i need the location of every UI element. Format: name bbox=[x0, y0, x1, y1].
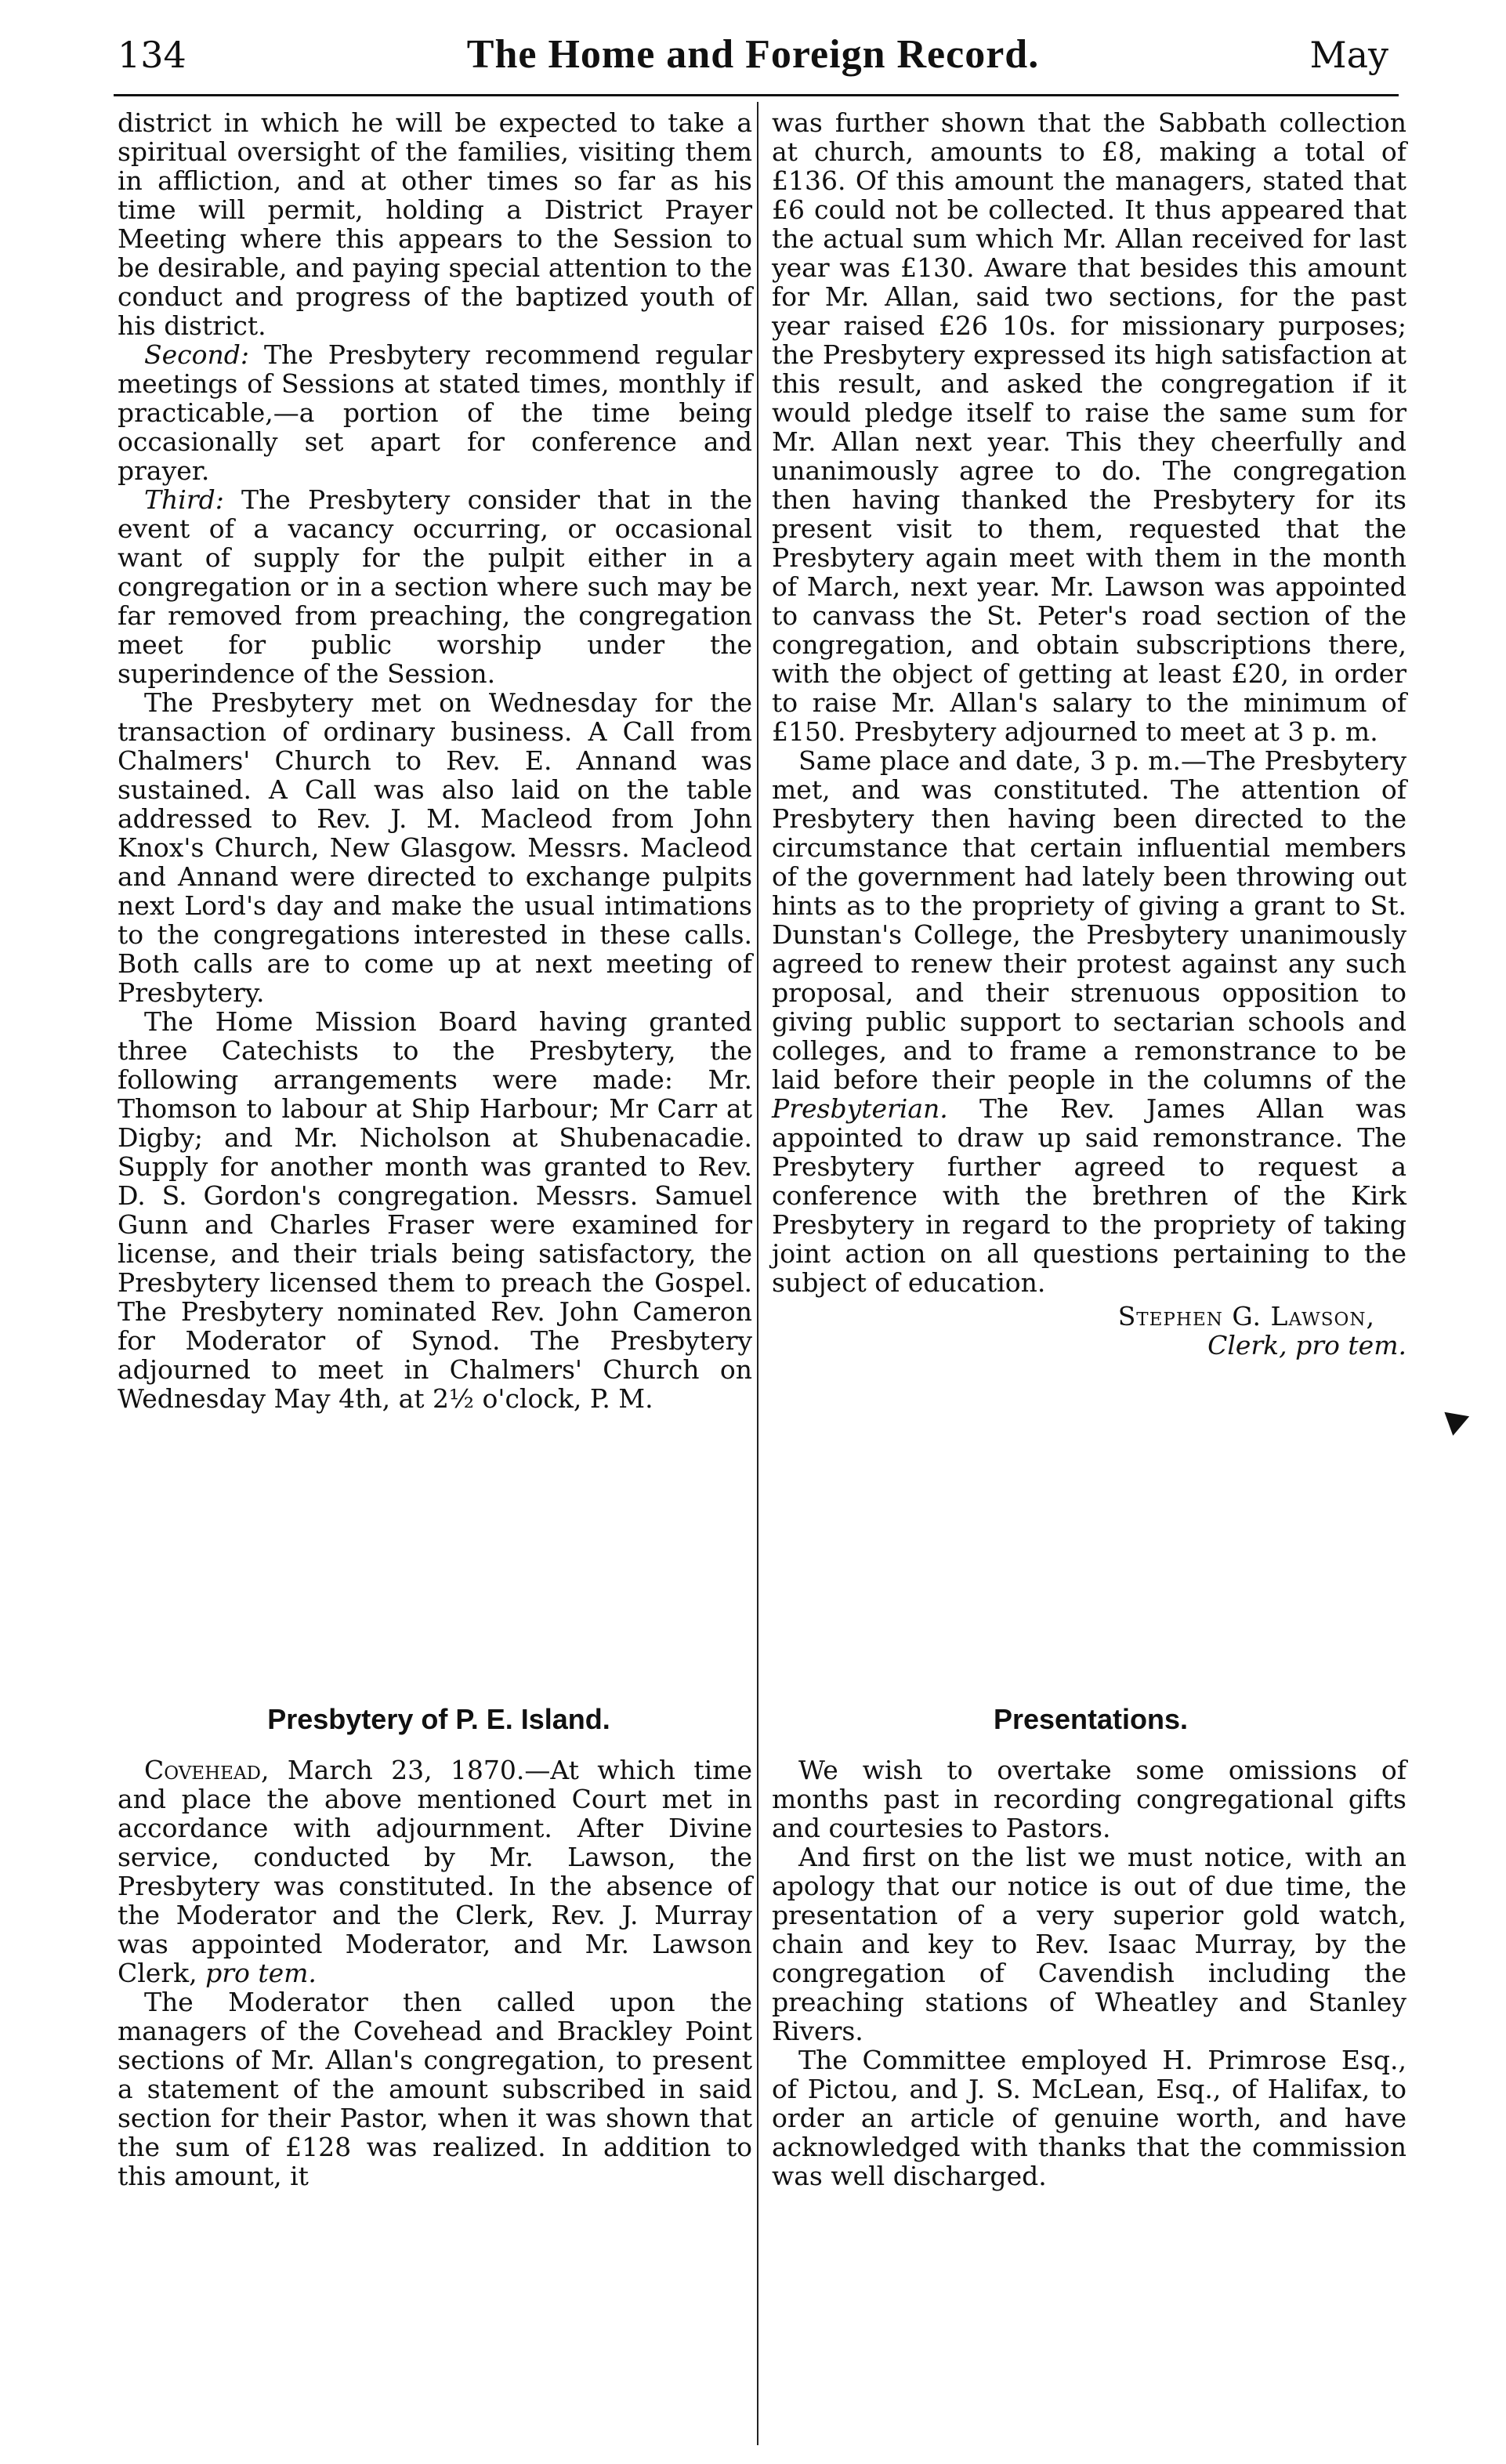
arrow-marker-icon bbox=[1444, 1404, 1473, 1436]
paragraph-text: The Presbytery consider that in the event of a vacancy occurring, or occasional want of supply for the pulpit either in a congregation or in a section where such may be far removed from preaching, the congregation meet for public worship under the superindence of the Session. bbox=[118, 484, 752, 689]
right-column-bottom bbox=[772, 1756, 1406, 2190]
place-name: Covehead, bbox=[144, 1755, 270, 1785]
paragraph: The Committee employed H. Primrose Esq., of Pictou, and J. S. McLean, Esq., of Halifax, to order an article of genuine worth, and have acknowledged with thanks that the commission was well discharged. bbox=[772, 2045, 1406, 2191]
paragraph-italic: pro tem. bbox=[205, 1958, 317, 1988]
paragraph bbox=[118, 1756, 752, 1988]
paragraph bbox=[118, 340, 752, 485]
section-title-pei: Presbytery of P. E. Island. bbox=[267, 1703, 610, 1735]
paragraph-text: March 23, 1870.—At which time and place the above mentioned Court met in accordance with adjournment. After Divine service, conducted by Mr. Lawson, the Presbytery was constituted. In the absence of the Moderator and the Clerk, Rev. J. Murray was appointed Moderator, and Mr. Lawson Clerk, bbox=[118, 1755, 752, 1988]
paragraph: The Home Mission Board having granted three Catechists to the Presbytery, the following arrangements were made: Mr. Thomson to labour at Ship Harbour; Mr Carr at Digby; and Mr. Nicholson at Shubenacadie. Supply for another month was granted to Rev. D. S. Gordon's congregation. Messrs. Samuel Gunn and Charles Fraser were examined for license, and their trials being satisfactory, the Presbytery licensed them to preach the Gospel. The Presbytery nominated Rev. John Cameron for Moderator of Synod. The Presbytery adjourned to meet in Chalmers' Church on Wednesday May 4th, at 2½ o'clock, P. M. bbox=[118, 1006, 752, 1414]
paragraph-text: Same place and date, 3 p. m.—The Presbytery met, and was constituted. The attention of Presbytery then having been directed to the circumstance that certain influential members of the government had lately been throwing out hints as to the propriety of giving a grant to St. Dunstan's College, the Presbytery unanimously agreed to renew their protest against any such proposal, and their strenuous opposition to giving public support to sectarian schools and colleges, and to frame a remonstrance to be laid before their people in the columns of the bbox=[772, 745, 1406, 1095]
paragraph-text: The Presbytery recommend regular meetings of Sessions at stated times, monthly if practicable,—a portion of the time being occasionally set apart for conference and prayer. bbox=[118, 339, 752, 486]
paragraph: The Moderator then called upon the managers of the Covehead and Brackley Point sections of Mr. Allan's congregation, to present a statement of the amount subscribed in said section for their Pastor, when it was shown that the sum of £128 was realized. In addition to this amount, it bbox=[118, 1987, 752, 2191]
right-column-top bbox=[772, 108, 1406, 1360]
paragraph: And first on the list we must notice, with an apology that our notice is out of due time, the presentation of a very superior gold watch, chain and key to Rev. Isaac Murray, by the congregation of Cavendish including the preaching stations of Wheatley and Stanley Rivers. bbox=[772, 1842, 1406, 2046]
paragraph: district in which he will be expected to take a spiritual oversight of the families, visiting them in affliction, and at other times so far as his time will permit, holding a District Prayer Meeting where this appears to the Session to be desirable, and paying special attention to the conduct and progress of the baptized youth of his district. bbox=[118, 107, 752, 341]
paragraph bbox=[118, 485, 752, 688]
column-divider bbox=[757, 102, 758, 2445]
paragraph-text: The Rev. James Allan was appointed to draw up said remonstrance. The Presbytery further agreed to request a conference with the brethren of the Kirk Presbytery in regard to the propriety of taking joint action on all questions pertaining to the subject of education. bbox=[772, 1093, 1406, 1298]
section-title-presentations: Presentations. bbox=[993, 1703, 1189, 1735]
paragraph: was further shown that the Sabbath collection at church, amounts to £8, making a total of £136. Of this amount the managers, stated that £6 could not be collected. It thus appeared that the actual sum which Mr. Allan received for last year was £130. Aware that besides this amount for Mr. Allan, said two sections, for the past year raised £26 10s. for missionary purposes; the Presbytery expressed its high satisfaction at this result, and asked the congregation if it would pledge itself to raise the same sum for Mr. Allan next year. This they cheerfully and unanimously agree to do. The congregation then having thanked the Presbytery for its present visit to them, requested that the Presbytery again meet with them in the month of March, next year. Mr. Lawson was appointed to canvass the St. Peter's road section of the congregation, and obtain subscriptions there, with the object of getting at least £20, in order to raise Mr. Allan's salary to the minimum of £150. Presbytery adjourned to meet at 3 p. m. bbox=[772, 107, 1406, 747]
paragraph bbox=[772, 746, 1406, 1297]
running-month: May bbox=[1309, 34, 1388, 76]
left-column-bottom bbox=[118, 1756, 752, 2190]
left-column-top bbox=[118, 108, 752, 1413]
running-title: The Home and Foreign Record. bbox=[466, 32, 1040, 77]
signature-role: Clerk, pro tem. bbox=[1207, 1330, 1406, 1361]
page-number: 134 bbox=[118, 34, 186, 76]
signature-name: Stephen G. Lawson, bbox=[1117, 1301, 1375, 1332]
paragraph-label: Second: bbox=[144, 339, 249, 370]
signature bbox=[772, 1302, 1406, 1360]
header-rule bbox=[114, 94, 1399, 96]
paragraph-label: Third: bbox=[144, 484, 224, 515]
paragraph: We wish to overtake some omissions of months past in recording congregational gifts and courtesies to Pastors. bbox=[772, 1755, 1406, 1843]
paragraph: The Presbytery met on Wednesday for the transaction of ordinary business. A Call from Chalmers' Church to Rev. E. Annand was sustained. A Call was also laid on the table addressed to Rev. J. M. Macleod from John Knox's Church, New Glasgow. Messrs. Macleod and Annand were directed to exchange pulpits next Lord's day and make the usual intimations to the congregations interested in these calls. Both calls are to come up at next meeting of Presbytery. bbox=[118, 687, 752, 1008]
paragraph-italic: Presbyterian. bbox=[772, 1093, 948, 1124]
